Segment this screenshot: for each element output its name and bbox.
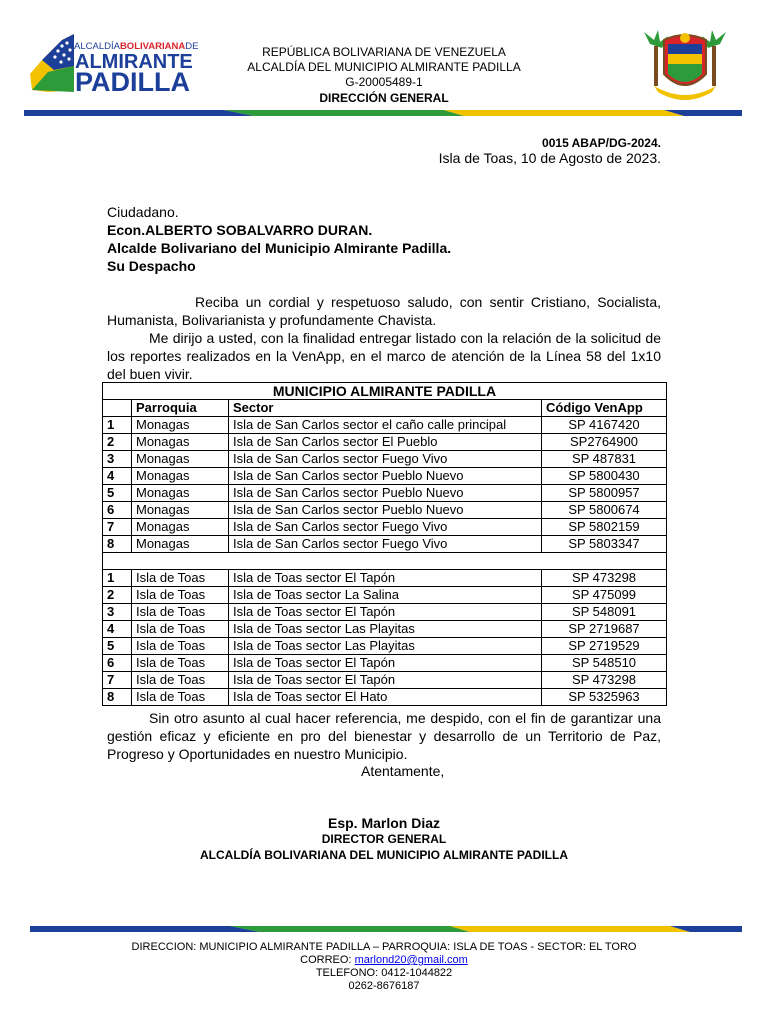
row-codigo: SP 548091 <box>542 604 667 621</box>
row-parroquia: Isla de Toas <box>132 570 229 587</box>
row-parroquia: Isla de Toas <box>132 638 229 655</box>
table-group-monagas <box>103 417 667 553</box>
footer-phone-2: 0262-8676187 <box>348 980 420 992</box>
row-number: 8 <box>103 689 132 706</box>
row-number: 4 <box>103 468 132 485</box>
row-codigo: SP 5800957 <box>542 485 667 502</box>
row-parroquia: Isla de Toas <box>132 621 229 638</box>
header-rif: G-20005489-1 <box>345 75 423 89</box>
row-number: 5 <box>103 638 132 655</box>
row-number: 7 <box>103 519 132 536</box>
signature-role: DIRECTOR GENERAL <box>321 832 447 846</box>
logo-text-bolivariana: BOLIVARIANA <box>119 41 186 52</box>
closing-paragraph: Sin otro asunto al cual hacer referencia, me despido, con el fin de garantizar una gestión eficaz y eficiente en pro del bienestar y desarrollo de un Territorio de Paz, Progreso y Oportunidades en nuestro Municipio. <box>107 710 661 762</box>
row-parroquia: Isla de Toas <box>132 604 229 621</box>
row-codigo: SP 5800430 <box>542 468 667 485</box>
row-parroquia: Monagas <box>132 536 229 553</box>
row-codigo: SP 2719687 <box>542 621 667 638</box>
table-row <box>103 519 667 536</box>
header-country: REPÚBLICA BOLIVARIANA DE VENEZUELA <box>262 45 506 59</box>
row-codigo: SP 473298 <box>542 570 667 587</box>
row-sector: Isla de Toas sector El Tapón <box>229 655 542 672</box>
row-codigo: SP2764900 <box>542 434 667 451</box>
row-sector: Isla de San Carlos sector Pueblo Nuevo <box>229 502 542 519</box>
coat-of-arms-icon <box>640 26 730 102</box>
table-row <box>103 485 667 502</box>
farewell: Atentamente, <box>361 763 445 779</box>
header-department: DIRECCIÓN GENERAL <box>319 91 449 105</box>
row-sector: Isla de Toas sector Las Playitas <box>229 638 542 655</box>
table-row <box>103 621 667 638</box>
addressee-office: Su Despacho <box>107 258 196 274</box>
row-number: 5 <box>103 485 132 502</box>
logo-text-de: DE <box>185 41 199 52</box>
document-reference: 0015 ABAP/DG-2024. <box>542 136 661 150</box>
table-row <box>103 434 667 451</box>
table-header-row <box>103 400 667 417</box>
row-codigo: SP 487831 <box>542 451 667 468</box>
row-number: 1 <box>103 570 132 587</box>
footer-email-line <box>0 954 768 967</box>
table-row <box>103 451 667 468</box>
row-parroquia: Monagas <box>132 468 229 485</box>
row-sector: Isla de Toas sector Las Playitas <box>229 621 542 638</box>
row-codigo: SP 4167420 <box>542 417 667 434</box>
table-row <box>103 655 667 672</box>
document-date: Isla de Toas, 10 de Agosto de 2023. <box>438 150 661 166</box>
addressee-salutation: Ciudadano. <box>107 204 179 220</box>
row-codigo: SP 5803347 <box>542 536 667 553</box>
row-number: 3 <box>103 451 132 468</box>
row-sector: Isla de Toas sector El Tapón <box>229 604 542 621</box>
addressee-title: Alcalde Bolivariano del Municipio Almirante Padilla. <box>107 240 452 256</box>
table-row <box>103 689 667 706</box>
reports-table <box>102 382 667 706</box>
table-row <box>103 587 667 604</box>
row-number: 6 <box>103 655 132 672</box>
row-parroquia: Monagas <box>132 502 229 519</box>
signature-institution: ALCALDÍA BOLIVARIANA DEL MUNICIPIO ALMIRANTE PADILLA <box>200 848 568 862</box>
row-parroquia: Monagas <box>132 485 229 502</box>
table-header-sector: Sector <box>229 400 542 417</box>
row-parroquia: Isla de Toas <box>132 689 229 706</box>
table-spacer <box>103 553 667 570</box>
footer-email-link[interactable]: marlond20@gmail.com <box>354 954 468 966</box>
row-codigo: SP 5325963 <box>542 689 667 706</box>
row-parroquia: Monagas <box>132 451 229 468</box>
body-paragraph-2: Me dirijo a usted, con la finalidad entregar listado con la relación de la solicitud de los reportes realizados en la VenApp, en el marco de atención de la Línea 58 del 1x10 del buen vivir. <box>107 330 661 382</box>
row-parroquia: Isla de Toas <box>132 672 229 689</box>
table-header-number <box>103 400 132 417</box>
row-sector: Isla de San Carlos sector Fuego Vivo <box>229 519 542 536</box>
row-sector: Isla de Toas sector El Tapón <box>229 672 542 689</box>
footer-phone-1: TELEFONO: 0412-1044822 <box>315 967 453 979</box>
row-parroquia: Monagas <box>132 417 229 434</box>
row-sector: Isla de San Carlos sector Pueblo Nuevo <box>229 468 542 485</box>
row-codigo: SP 5802159 <box>542 519 667 536</box>
row-sector: Isla de Toas sector El Tapón <box>229 570 542 587</box>
footer-divider <box>30 924 742 934</box>
signature-name: Esp. Marlon Diaz <box>327 815 441 831</box>
row-codigo: SP 2719529 <box>542 638 667 655</box>
row-parroquia: Monagas <box>132 519 229 536</box>
row-number: 8 <box>103 536 132 553</box>
body-paragraph-1: Reciba un cordial y respetuoso saludo, con sentir Cristiano, Socialista, Humanista, Bolivarianista y profundamente Chavista. <box>107 294 661 328</box>
row-number: 2 <box>103 434 132 451</box>
footer-email-label: CORREO: <box>300 954 352 966</box>
row-number: 7 <box>103 672 132 689</box>
table-row <box>103 570 667 587</box>
addressee-name: Econ.ALBERTO SOBALVARRO DURAN. <box>107 222 373 238</box>
row-sector: Isla de San Carlos sector el caño calle principal <box>229 417 542 434</box>
table-header-parroquia: Parroquia <box>132 400 229 417</box>
row-sector: Isla de San Carlos sector Pueblo Nuevo <box>229 485 542 502</box>
row-parroquia: Monagas <box>132 434 229 451</box>
footer-address: DIRECCION: MUNICIPIO ALMIRANTE PADILLA – PARROQUIA: ISLA DE TOAS - SECTOR: EL TORO <box>131 941 637 953</box>
logo-text-alcaldia: ALCALDÍA <box>74 41 120 52</box>
table-caption: MUNICIPIO ALMIRANTE PADILLA <box>103 383 667 400</box>
row-number: 1 <box>103 417 132 434</box>
table-row <box>103 604 667 621</box>
header-municipality: ALCALDÍA DEL MUNICIPIO ALMIRANTE PADILLA <box>247 60 521 74</box>
row-codigo: SP 473298 <box>542 672 667 689</box>
row-sector: Isla de San Carlos sector El Pueblo <box>229 434 542 451</box>
header-divider <box>24 108 742 118</box>
row-sector: Isla de Toas sector La Salina <box>229 587 542 604</box>
row-number: 3 <box>103 604 132 621</box>
row-number: 4 <box>103 621 132 638</box>
row-codigo: SP 5800674 <box>542 502 667 519</box>
row-codigo: SP 548510 <box>542 655 667 672</box>
table-row <box>103 672 667 689</box>
row-number: 6 <box>103 502 132 519</box>
table-row <box>103 638 667 655</box>
row-parroquia: Isla de Toas <box>132 587 229 604</box>
row-sector: Isla de Toas sector El Hato <box>229 689 542 706</box>
logo-text-padilla: PADILLA <box>75 67 190 96</box>
table-row <box>103 468 667 485</box>
body-paragraphs <box>107 293 661 383</box>
row-sector: Isla de San Carlos sector Fuego Vivo <box>229 451 542 468</box>
table-group-isla-de-toas <box>103 570 667 706</box>
table-row <box>103 536 667 553</box>
closing-block <box>107 709 661 763</box>
row-codigo: SP 475099 <box>542 587 667 604</box>
table-row <box>103 417 667 434</box>
table-row <box>103 502 667 519</box>
logo-text-almirante: ALMIRANTE <box>75 51 193 73</box>
row-parroquia: Isla de Toas <box>132 655 229 672</box>
table-header-codigo: Código VenApp <box>542 400 667 417</box>
row-number: 2 <box>103 587 132 604</box>
row-sector: Isla de San Carlos sector Fuego Vivo <box>229 536 542 553</box>
